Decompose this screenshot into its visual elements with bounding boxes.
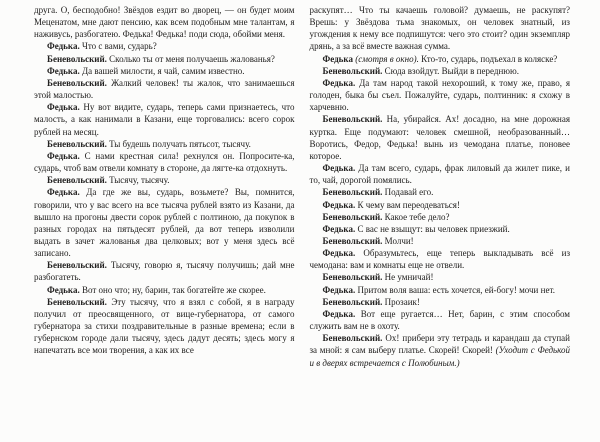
dialogue-text: Вот еще ругается… Нет, барин, с этим способом служить вам не в охоту. <box>309 308 570 332</box>
dialogue-paragraph <box>310 271 571 283</box>
dialogue-text: Прозаик! <box>382 296 420 307</box>
dialogue-paragraph <box>310 284 571 296</box>
dialogue-text: С вас не взыщут: вы человек приезжий. <box>355 223 510 234</box>
dialogue-paragraph <box>34 186 295 259</box>
dialogue-paragraph <box>310 247 571 271</box>
text-column-right <box>310 4 571 438</box>
dialogue-paragraph <box>310 211 571 223</box>
dialogue-text: Да там всего, сударь, фрак лиловый да жилет пике, и то, чай, дорогой помялись. <box>309 163 570 186</box>
dialogue-text: Какое тебе дело? <box>382 211 450 222</box>
speaker-name: Беневольский. <box>322 211 383 222</box>
dialogue-text: Да вашей милости, я чай, самим известно. <box>79 65 245 76</box>
dialogue-paragraph <box>34 296 295 357</box>
speaker-name: Беневольский. <box>322 114 383 125</box>
speaker-name: Федька. <box>47 41 80 52</box>
speaker-name: Беневольский. <box>322 235 383 246</box>
dialogue-paragraph <box>310 223 571 235</box>
dialogue-text: Что с вами, сударь? <box>79 41 157 52</box>
speaker-name: Федька. <box>322 163 356 174</box>
dialogue-paragraph <box>310 199 571 211</box>
speaker-name: Федька. <box>322 77 356 88</box>
speaker-name: Федька. <box>322 223 356 234</box>
speaker-name: Федька. <box>322 248 356 259</box>
speaker-name: Беневольский. <box>322 187 383 198</box>
dialogue-text: Тысячу, тысячу. <box>106 175 170 186</box>
speaker-name: Беневольский. <box>322 272 383 283</box>
speaker-name: Беневольский. <box>322 296 383 307</box>
dialogue-paragraph <box>310 235 571 247</box>
dialogue-text: Сколько ты от меня получаешь жалованья? <box>106 53 275 64</box>
dialogue-paragraph <box>34 150 295 174</box>
dialogue-text: Подавай его. <box>382 187 434 198</box>
speaker-name: Беневольский. <box>47 296 107 307</box>
speaker-name: Федька. <box>47 284 80 295</box>
dialogue-paragraph <box>310 113 571 162</box>
dialogue-text: К чему вам переодеваться! <box>355 199 460 210</box>
speaker-name: Беневольский. <box>47 53 107 64</box>
dialogue-paragraph <box>310 308 571 332</box>
speaker-name: Федька. <box>47 65 80 76</box>
dialogue-paragraph <box>34 40 295 52</box>
dialogue-paragraph <box>34 284 295 296</box>
dialogue-paragraph <box>34 53 295 65</box>
dialogue-paragraph <box>34 174 295 186</box>
dialogue-text: Ну вот видите, сударь, теперь сами признаетесь, что малость, а как нанимали в Казани, еще торговались: всего сорок рублей на месяц. <box>34 102 295 137</box>
dialogue-paragraph <box>310 53 571 65</box>
speaker-name: Федька. <box>322 308 356 319</box>
paragraph-continuation <box>310 4 571 53</box>
dialogue-text: Ох! прибери эту тетрадь и карандаш да ступай за мной: я сам выберу платье. Скорей! Скорей! <box>309 333 570 356</box>
speaker-name: Федька. <box>322 199 356 210</box>
dialogue-text: Вот оно что; ну, барин, так богатейте же скорее. <box>79 284 266 295</box>
text-column-left <box>34 4 295 438</box>
dialogue-text: С нами крестная сила! рехнулся он. Попросите-ка, сударь, чтоб вам отвели комнату в стороне, да лягте-ка отдохнуть. <box>34 150 295 174</box>
speaker-name: Федька. <box>47 102 80 113</box>
paragraph-continuation <box>34 4 295 40</box>
speaker-name: Беневольский. <box>322 333 383 344</box>
dialogue-text: друга. О, бесподобно! Звёздов ездит во дворец, — он будет моим Меценатом, мне дают пенсию, как всем подобным мне талантам, я наживусь, разбогатею. Федька! Федька! поди сюда, обойми меня. <box>34 5 295 40</box>
dialogue-text: Тысячу, говорю я, тысячу получишь; дай мне разбогатеть. <box>34 260 295 283</box>
speaker-name: Беневольский. <box>47 175 107 186</box>
dialogue-text: Молчи! <box>382 235 414 246</box>
speaker-name: Федька. <box>47 187 80 198</box>
speaker-name: Федька. <box>322 284 356 295</box>
speaker-name: Беневольский. <box>47 260 107 271</box>
dialogue-text: Да где же вы, сударь, возьмете? Вы, помнится, говорили, что у вас всего на все тысяча рублей взято из Казани, да вышло на прогоны двести сорок рублей с полтиною, да покупок в разных городах на пятьдесят рублей, да вот теперь изволили выдать в зачет жалованья два целковых; вот у меня здесь всё записано. <box>34 187 295 259</box>
stage-direction: (Уходит с Федькой и в дверях встречается с Полюбиным.) <box>309 345 571 368</box>
dialogue-paragraph <box>310 65 571 77</box>
dialogue-paragraph <box>310 332 571 368</box>
dialogue-text: Сюда взойдут. Выйди в переднюю. <box>382 65 519 76</box>
dialogue-paragraph <box>310 296 571 308</box>
dialogue-paragraph <box>34 138 295 150</box>
dialogue-text: Кто-то, сударь, подъехал в коляске? <box>418 53 558 64</box>
dialogue-text: Образумьтесь, еще теперь выкладывать всё из чемодана: вам и комнаты еще не отвели. <box>309 248 570 271</box>
dialogue-text: Эту тысячу, что я взял с собой, я в награду получил от преосвященного, от вице-губернатора, от самого губернатора за стихи поздравительные в разные времена; если в губернском городе дали тысячу, здесь дадут десять; здесь могу я напечатать все мои творения, а как их все <box>34 296 295 356</box>
dialogue-text: Да там народ такой нехороший, к тому же, право, я голоден, быка бы съел. Пожалуйте, сударь, полтинник: я схожу в харчевню. <box>309 77 570 113</box>
dialogue-paragraph <box>34 101 295 137</box>
speaker-name: Федька. <box>47 150 80 161</box>
dialogue-paragraph <box>310 162 571 186</box>
dialogue-paragraph <box>310 186 571 198</box>
stage-direction: (смотря в окно). <box>352 53 419 64</box>
dialogue-text: Притом воля ваша: есть хочется, ей-богу! мочи нет. <box>355 284 555 295</box>
dialogue-text: Не умничай! <box>382 272 434 283</box>
dialogue-text: Жалкий человек! ты жалок, что занимаешься этой малостью. <box>34 77 295 101</box>
dialogue-paragraph <box>310 77 571 113</box>
speaker-name: Беневольский. <box>47 77 107 88</box>
dialogue-paragraph <box>34 259 295 283</box>
dialogue-paragraph <box>34 65 295 77</box>
speaker-name: Беневольский. <box>47 138 107 149</box>
dialogue-text: Ты будешь получать пятьсот, тысячу. <box>106 138 251 149</box>
dialogue-text: раскупят… Что ты качаешь головой? думаешь, не раскупят? Врешь: у Звёздова тьма знакомых, он человек знатный, из угождения к нему все подпишутся: чего это стоит? один экземпляр дрянь, а за всё вместе важная сумма. <box>309 5 570 52</box>
dialogue-text: На, убирайся. Ах! досадно, на мне дорожная куртка. Еще подумают: человек смешной, необразованный… Воротись, Федор, Федька! вынь из чемодана платье, поновее которое. <box>309 114 570 161</box>
dialogue-paragraph <box>34 77 295 101</box>
speaker-name: Федька <box>322 53 353 64</box>
speaker-name: Беневольский. <box>322 65 383 76</box>
